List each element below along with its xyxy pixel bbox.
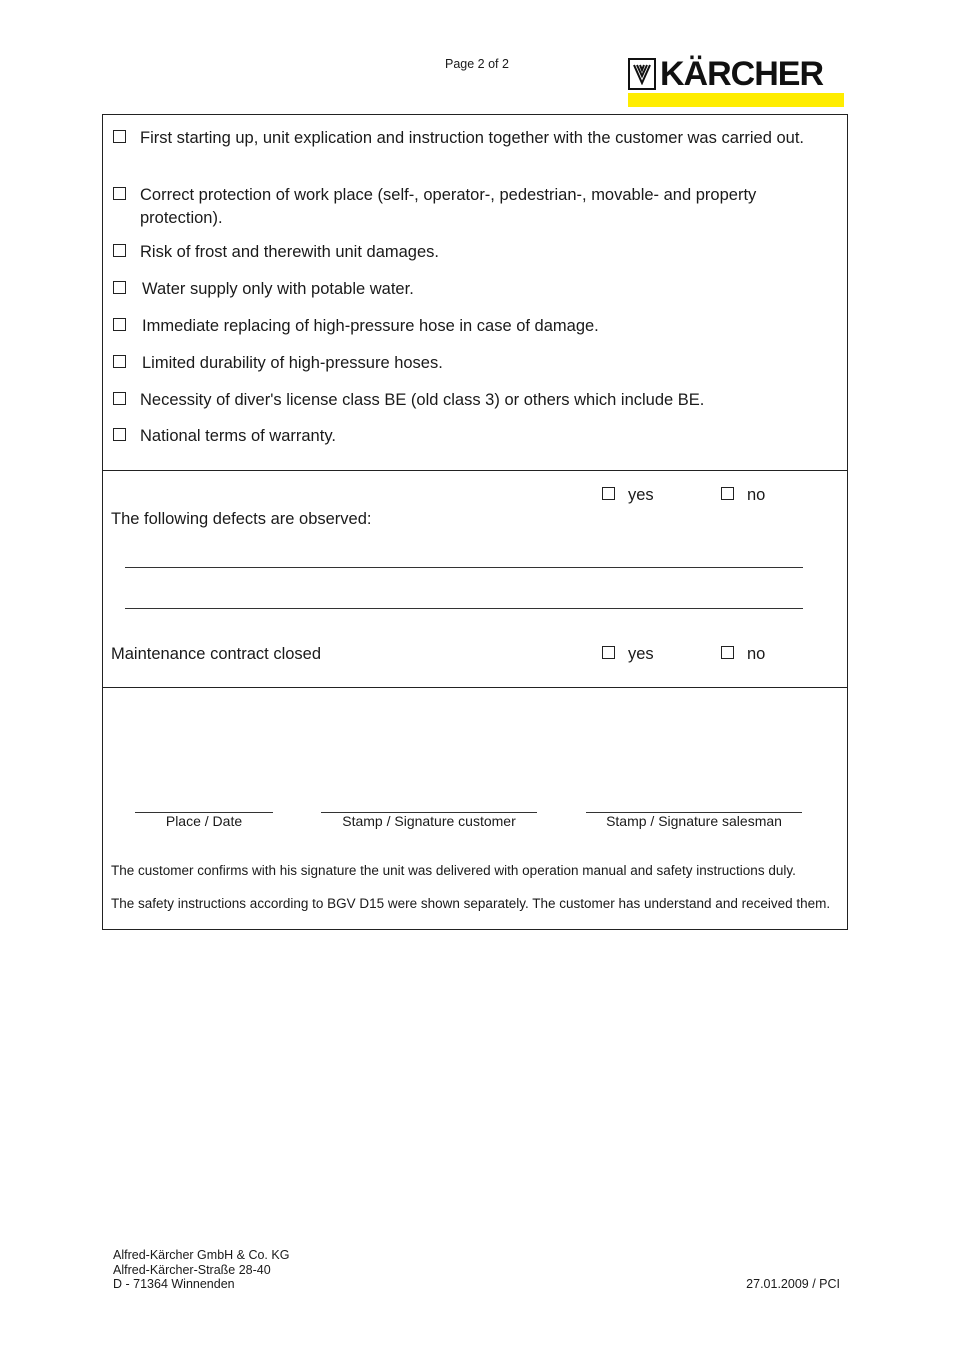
page-number: Page 2 of 2: [445, 57, 509, 71]
option-label: no: [747, 645, 766, 663]
confirmation-text-2: The safety instructions according to BGV D15 were shown separately. The customer has understand and received them.: [111, 896, 831, 911]
company-address: [113, 1248, 289, 1292]
kaercher-logo: [628, 55, 844, 108]
checkbox[interactable]: [721, 646, 734, 659]
brand-yellow-bar: [628, 93, 844, 107]
defects-label: The following defects are observed:: [111, 510, 372, 528]
option-label: no: [747, 486, 766, 504]
customer-signature-label: Stamp / Signature customer: [342, 813, 516, 829]
document-date-reference: 27.01.2009 / PCI: [746, 1277, 840, 1291]
checklist-item-text: Limited durability of high-pressure hoses.: [142, 354, 443, 372]
checkbox[interactable]: [602, 487, 615, 500]
checkbox[interactable]: [113, 130, 126, 143]
option-label: yes: [628, 645, 654, 663]
defects-entry-line[interactable]: [125, 567, 803, 568]
checkbox[interactable]: [113, 187, 126, 200]
checkbox[interactable]: [113, 244, 126, 257]
checklist-item-text: National terms of warranty.: [140, 427, 336, 445]
checkbox[interactable]: [602, 646, 615, 659]
instruction-checklist: [102, 114, 848, 471]
checkbox[interactable]: [721, 487, 734, 500]
salesman-signature-label: Stamp / Signature salesman: [606, 813, 782, 829]
checklist-item-text: First starting up, unit explication and instruction together with the customer was carried out.: [140, 129, 804, 147]
checkbox[interactable]: [113, 392, 126, 405]
brand-emblem-icon: [628, 58, 656, 90]
maintenance-label: Maintenance contract closed: [111, 645, 322, 663]
checkbox[interactable]: [113, 428, 126, 441]
checklist-item-text: Correct protection of work place (self-, operator-, pedestrian-, movable- and property protection).: [140, 186, 757, 227]
checklist-item-text: Risk of frost and therewith unit damages.: [140, 243, 439, 261]
company-name: Alfred-Kärcher GmbH & Co. KG: [113, 1248, 290, 1262]
option-label: yes: [628, 486, 654, 504]
checklist-item-text: Water supply only with potable water.: [142, 280, 414, 298]
defects-entry-line[interactable]: [125, 608, 803, 609]
signature-section: [102, 687, 848, 930]
place-date-label: Place / Date: [165, 813, 243, 829]
checkbox[interactable]: [113, 281, 126, 294]
confirmation-text-1: The customer confirms with his signature the unit was delivered with operation manual and safety instructions duly.: [111, 863, 796, 878]
checkbox[interactable]: [113, 318, 126, 331]
checklist-item-text: Necessity of diver's license class BE (old class 3) or others which include BE.: [140, 391, 705, 409]
defects-section: [102, 470, 848, 688]
checkbox[interactable]: [113, 355, 126, 368]
brand-wordmark: KÄRCHER: [660, 55, 823, 93]
company-city: D - 71364 Winnenden: [113, 1277, 235, 1291]
checklist-item-text: Immediate replacing of high-pressure hose in case of damage.: [142, 317, 599, 335]
company-street: Alfred-Kärcher-Straße 28-40: [113, 1262, 271, 1277]
